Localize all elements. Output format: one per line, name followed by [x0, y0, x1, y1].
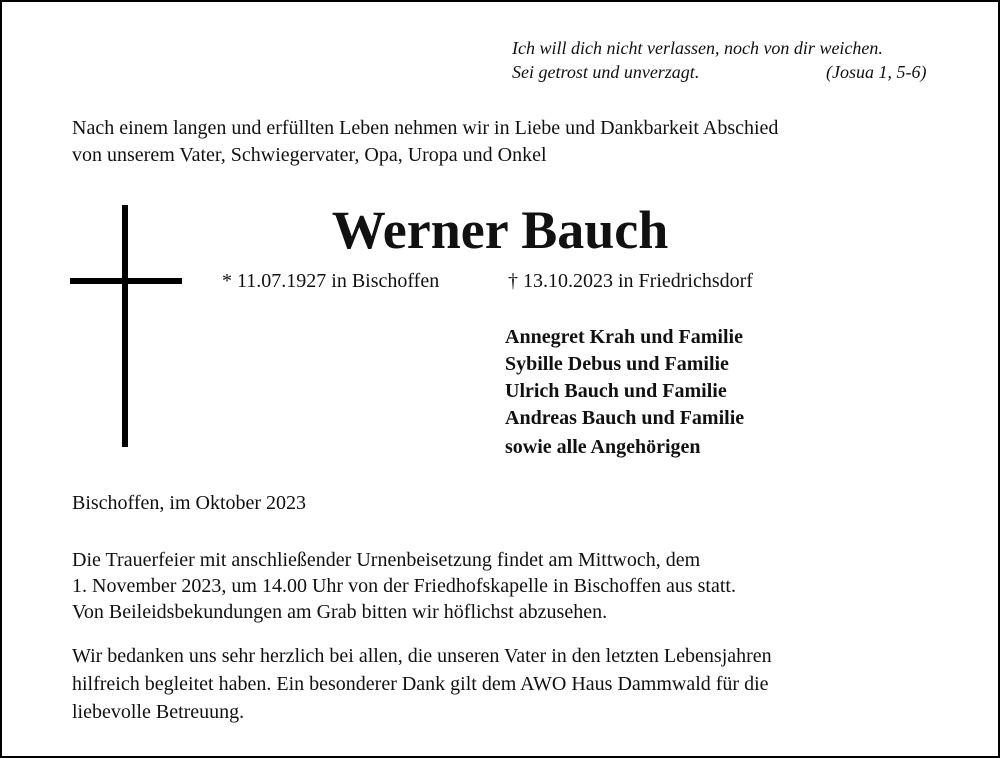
thanks-line: hilfreich begleitet haben. Ein besonderer Dank gilt dem AWO Haus Dammwald für die	[72, 673, 769, 695]
thanks-line: liebevolle Betreuung.	[72, 701, 245, 723]
mourner: sowie alle Angehörigen	[505, 436, 701, 458]
place-date: Bischoffen, im Oktober 2023	[72, 492, 307, 514]
mourner: Annegret Krah und Familie	[505, 326, 743, 348]
birth-date: * 11.07.1927 in Bischoffen	[222, 270, 440, 292]
mourner: Sybille Debus und Familie	[505, 353, 729, 375]
mourner: Ulrich Bauch und Familie	[505, 380, 727, 402]
cross-icon-bar	[70, 278, 182, 284]
funeral-line: Von Beileidsbekundungen am Grab bitten wir höflichst abzusehen.	[72, 601, 608, 623]
funeral-line: Die Trauerfeier mit anschließender Urnenbeisetzung findet am Mittwoch, dem	[72, 549, 701, 571]
mourner: Andreas Bauch und Familie	[505, 407, 745, 429]
intro-line: von unserem Vater, Schwiegervater, Opa, Uropa und Onkel	[72, 144, 547, 166]
deceased-name: Werner Bauch	[331, 200, 669, 260]
quote-line-2: Sei getrost und unverzagt.	[512, 62, 700, 82]
quote-line-1: Ich will dich nicht verlassen, noch von dir weichen.	[512, 38, 883, 58]
thanks-line: Wir bedanken uns sehr herzlich bei allen, die unseren Vater in den letzten Lebensjahren	[72, 645, 772, 667]
death-date: † 13.10.2023 in Friedrichsdorf	[508, 270, 753, 292]
funeral-line: 1. November 2023, um 14.00 Uhr von der Friedhofskapelle in Bischoffen aus statt.	[72, 575, 736, 597]
intro-line: Nach einem langen und erfüllten Leben nehmen wir in Liebe und Dankbarkeit Abschied	[72, 117, 779, 139]
quote-reference: (Josua 1, 5-6)	[826, 62, 927, 82]
